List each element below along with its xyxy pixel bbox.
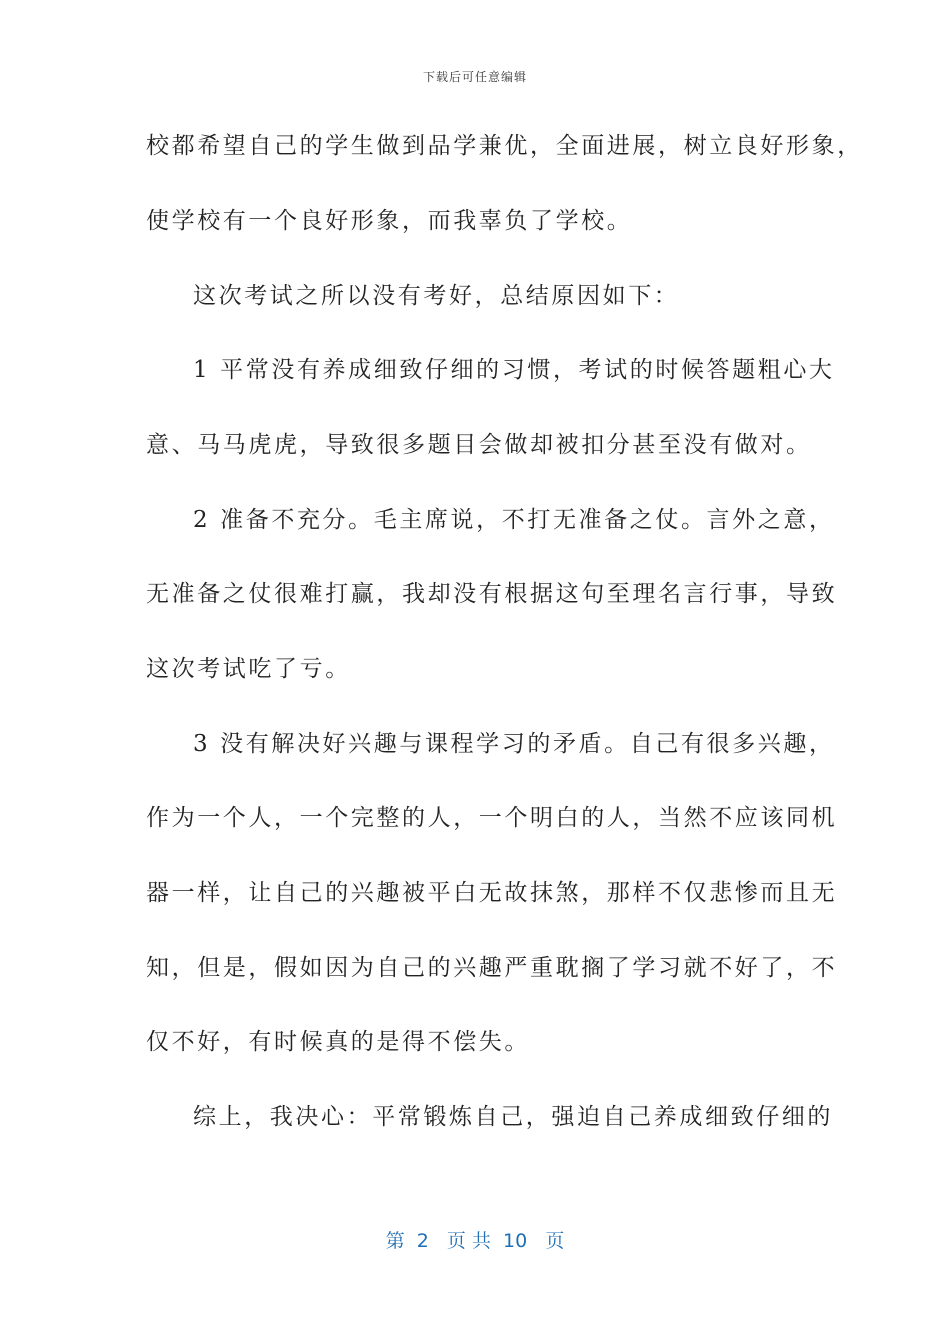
body-line: 3 没有解决好兴趣与课程学习的矛盾。自己有很多兴趣， bbox=[193, 731, 835, 757]
body-line: 作为一个人，一个完整的人，一个明白的人，当然不应该同机 bbox=[146, 805, 838, 831]
body-line: 意、马马虎虎，导致很多题目会做却被扣分甚至没有做对。 bbox=[146, 432, 812, 458]
page-number-footer: 第 2 页 共 10 页 bbox=[385, 1230, 565, 1252]
body-line: 这次考试吃了亏。 bbox=[146, 656, 351, 682]
body-line: 2 准备不充分。毛主席说，不打无准备之仗。言外之意， bbox=[193, 507, 835, 533]
body-line: 无准备之仗很难打赢，我却没有根据这句至理名言行事，导致 bbox=[146, 581, 838, 607]
body-line: 仅不好，有时候真的是得不偿失。 bbox=[146, 1029, 530, 1055]
body-line: 综上，我决心：平常锻炼自己，强迫自己养成细致仔细的 bbox=[193, 1104, 833, 1130]
body-line: 器一样，让自己的兴趣被平白无故抹煞，那样不仅悲惨而且无 bbox=[146, 880, 838, 906]
body-line: 1 平常没有养成细致仔细的习惯，考试的时候答题粗心大 bbox=[193, 357, 835, 383]
body-line: 知，但是，假如因为自己的兴趣严重耽搁了学习就不好了，不 bbox=[146, 955, 838, 981]
body-line: 使学校有一个良好形象，而我辜负了学校。 bbox=[146, 208, 633, 234]
page-header-note: 下载后可任意编辑 bbox=[422, 70, 527, 84]
body-line: 校都希望自己的学生做到品学兼优，全面进展，树立良好形象， bbox=[146, 133, 863, 159]
body-line: 这次考试之所以没有考好，总结原因如下： bbox=[193, 283, 680, 309]
